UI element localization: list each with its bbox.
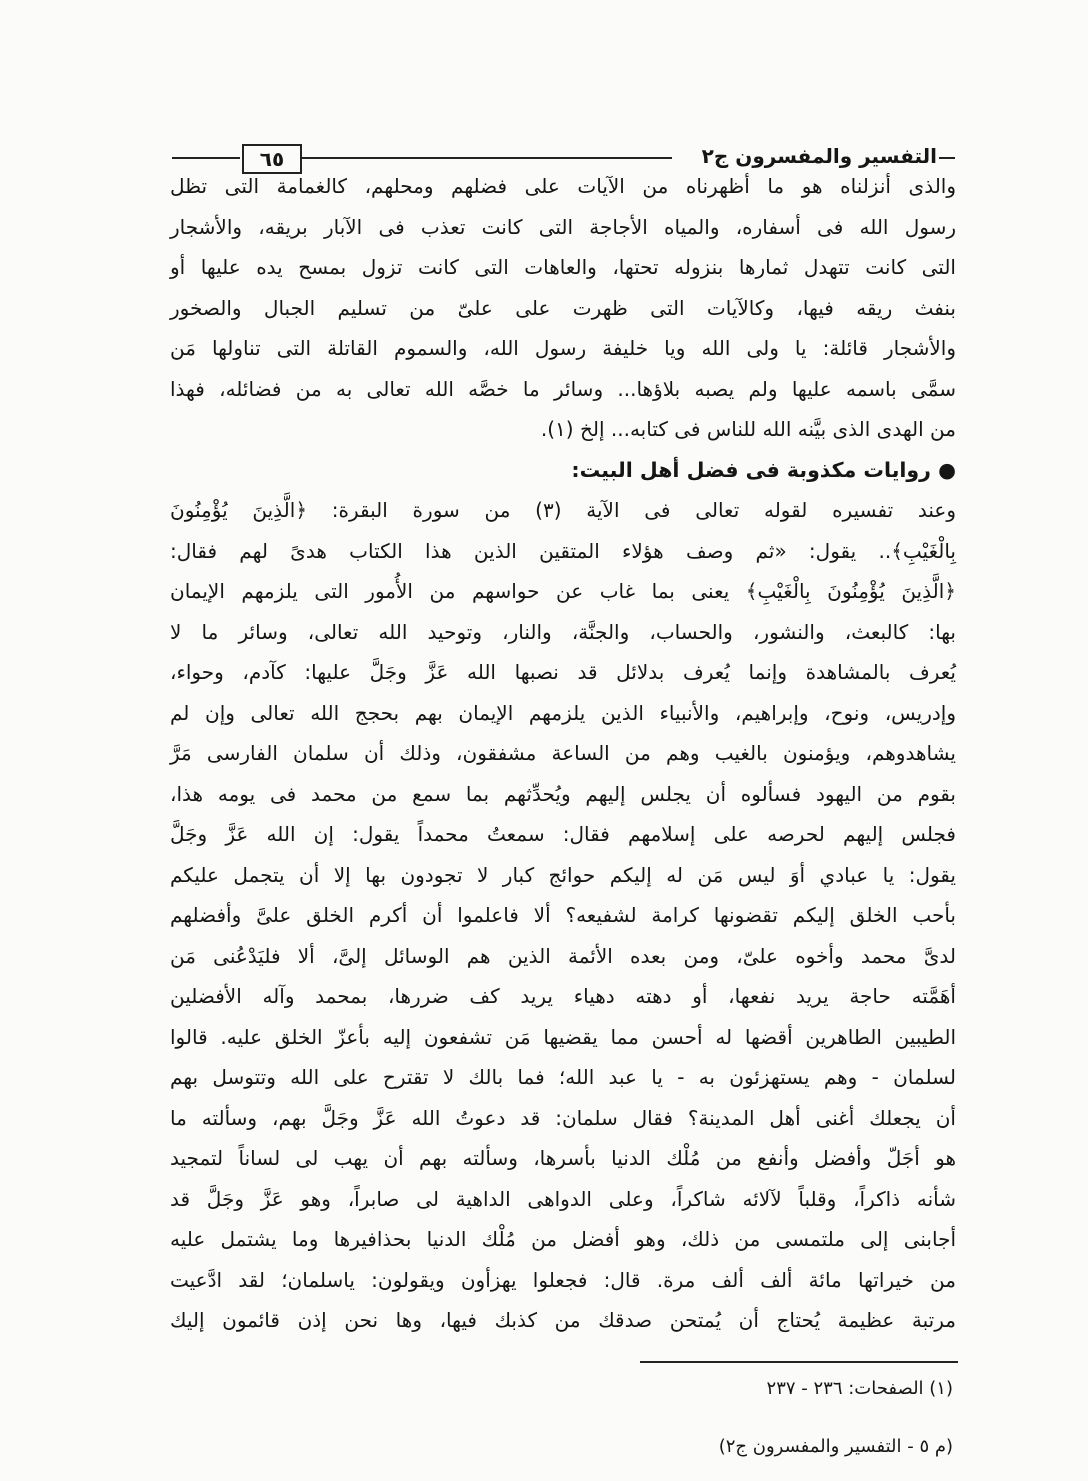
text-line: بقوم من اليهود فسألوه أن يجلس إليهم ويُحدِّثهم بما سمع من محمد فى يومه هذا، bbox=[170, 781, 956, 806]
text-line: ﴿الَّذِينَ يُؤْمِنُونَ بِالْغَيْبِ﴾ يعنى بما غاب عن حواسهم من الأُمور التى يلزمهم الإيمان bbox=[170, 579, 956, 603]
text-line: سمَّى باسمه عليها ولم يصبه بلاؤها... وسائر ما خصَّه الله تعالى به من فضائله، فهذا bbox=[170, 376, 956, 401]
text-line: بنفث ريقه فيها، وكالآيات التى ظهرت على علىّ من تسليم الجبال والصخور bbox=[170, 295, 956, 320]
header-rule-right bbox=[939, 157, 955, 159]
text-line: رسول الله فى أسفاره، والمياه الأجاجة التى كانت تعذب فى الآبار بريقه، والأشجار bbox=[170, 214, 956, 239]
text-line: بِالْغَيْبِ﴾.. يقول: «ثم وصف هؤلاء المتقين الذين هذا الكتاب هدىً لهم فقال: bbox=[170, 538, 956, 563]
running-title: التفسير والمفسرون ج٢ bbox=[701, 144, 937, 168]
footnote-divider bbox=[640, 1361, 958, 1363]
header-rule-left bbox=[172, 157, 240, 159]
footnote: (١) الصفحات: ٢٣٦ - ٢٣٧ bbox=[766, 1378, 953, 1399]
text-line: يقول: يا عبادي أوَ ليس مَن له إليكم حوائج كبار لا تجودون بها إلا أن يتجمل عليكم bbox=[170, 862, 956, 887]
signature-footer: (م ٥ - التفسير والمفسرون ج٢) bbox=[718, 1436, 953, 1457]
text-line: مرتبة عظيمة يُحتاج أن يُمتحن صدقك من كذبك فيها، وها نحن إذن قائمون إليك bbox=[170, 1308, 956, 1332]
text-line: وإدريس، ونوح، وإبراهيم، والأنبياء الذين يلزمهم الإيمان بهم بحجج الله تعالى وإن لم bbox=[170, 700, 956, 725]
text-line: من خيراتها مائة ألف ألف مرة. قال: فجعلوا يهزأون ويقولون: ياسلمان؛ لقد ادَّعيت bbox=[170, 1267, 956, 1292]
text-line: لسلمان - وهم يستهزئون به - يا عبد الله؛ فما بالك لا تقترح على الله وتتوسل بهم bbox=[170, 1065, 956, 1089]
text-line: من الهدى الذى بيَّنه الله للناس فى كتابه... إلخ (١). bbox=[540, 417, 956, 441]
text-line: بها: كالبعث، والنشور، والحساب، والجنَّة، والنار، وتوحيد الله تعالى، وسائر ما لا bbox=[170, 619, 956, 644]
text-line: والأشجار قائلة: يا ولى الله ويا خليفة رسول الله، والسموم القاتلة التى تناولها مَن bbox=[170, 336, 956, 360]
text-line: بأحب الخلق إليكم تقضونها كرامة لشفيعه؟ ألا فاعلموا أن أكرم الخلق علىَّ وأفضلهم bbox=[170, 903, 956, 927]
text-line: وعند تفسيره لقوله تعالى فى الآية (٣) من سورة البقرة: ﴿الَّذِينَ يُؤْمِنُونَ bbox=[170, 498, 957, 522]
text-line: فجلس إليهم لحرصه على إسلامهم فقال: سمعتُ محمداً يقول: إن الله عَزَّ وجَلَّ bbox=[170, 822, 956, 846]
text-line: شأنه ذاكراً، وقلباً لآلائه شاكراً، وعلى الدواهى الداهية لى صابراً، وهو عَزَّ وجَلَّ قد bbox=[170, 1186, 956, 1211]
text-line: يُعرف بالمشاهدة وإنما يُعرف بدلائل قد نصبها الله عَزَّ وجَلَّ عليها: كآدم، وحواء، bbox=[170, 660, 956, 684]
text-line: يشاهدوهم، ويؤمنون بالغيب وهم من الساعة مشفقون، وذلك أن سلمان الفارسى مَرَّ bbox=[170, 741, 956, 765]
page-number: ٦٥ bbox=[242, 144, 302, 174]
text-line: لدىَّ محمد وأخوه علىّ، ومن بعده الأئمة الذين هم الوسائل إلىَّ، ألا فليَدْعُنى مَن bbox=[170, 943, 956, 968]
text-line: والذى أنزلناه هو ما أظهرناه من الآيات على فضلهم ومحلهم، كالغمامة التى تظل bbox=[170, 174, 956, 198]
text-line: الطيبين الطاهرين أقضها له أحسن مما يقضيها مَن تشفعون إليه بأعزّ الخلق عليه. قالوا bbox=[170, 1024, 956, 1049]
page-body bbox=[170, 166, 956, 1341]
text-line: التى كانت تتهدل ثمارها بنزوله تحتها، والعاهات التى كانت تزول بمسح يده عليها أو bbox=[170, 255, 956, 279]
text-line: أن يجعلك أغنى أهل المدينة؟ فقال سلمان: قد دعوتُ الله عَزَّ وجَلَّ بهم، وسألته ما bbox=[170, 1105, 956, 1130]
section-heading: ● روايات مكذوبة فى فضل أهل البيت: bbox=[571, 457, 956, 482]
text-line: هو أجَلّ وأفضل وأنفع من مُلْك الدنيا بأسرها، وسألته بهم أن يهب لى لساناً لتمجيد bbox=[170, 1146, 956, 1170]
text-line: أهَمَّته حاجة يريد نفعها، أو دهته دهياء يريد كف ضررها، بمحمد وآله الأفضلين bbox=[170, 984, 956, 1008]
text-line: أجابنى إلى ملتمسى من ذلك، وهو أفضل من مُلْك الدنيا بحذافيرها وما يشتمل عليه bbox=[170, 1227, 956, 1251]
header-rule-middle bbox=[302, 157, 672, 159]
